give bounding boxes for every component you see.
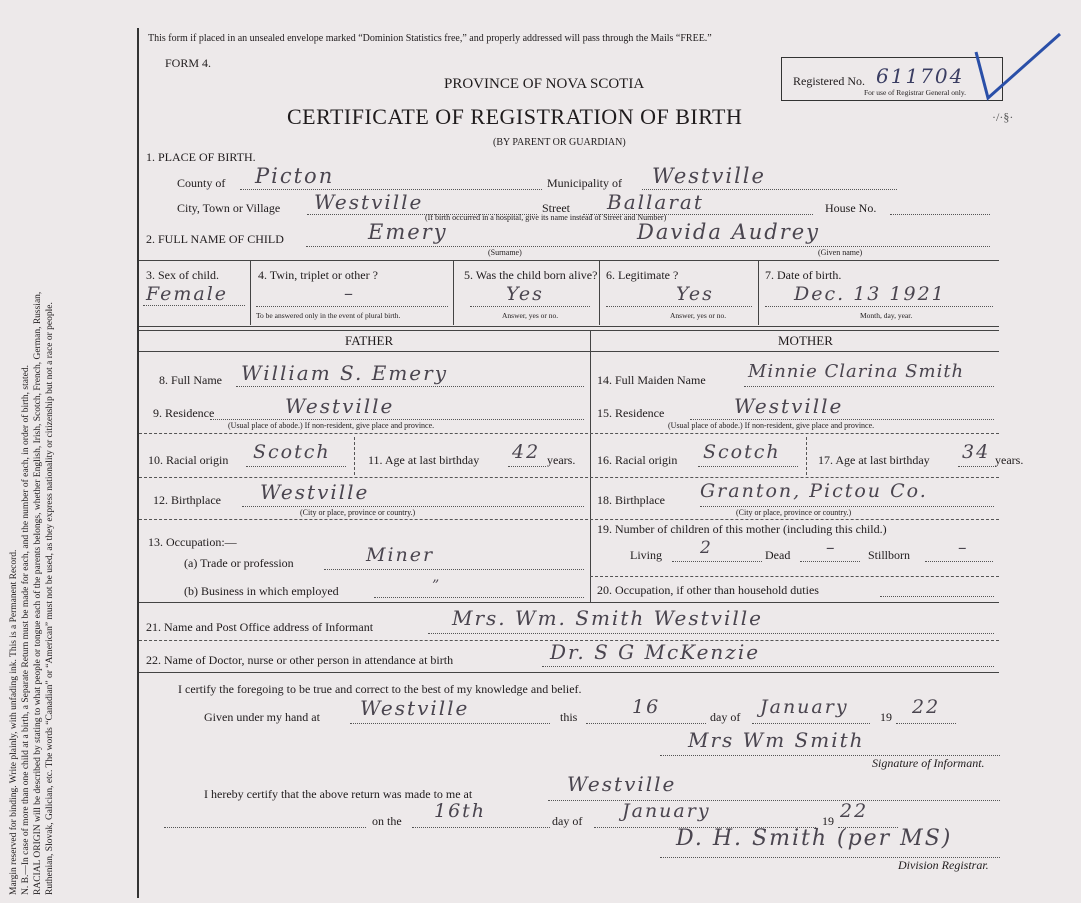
registered-label: Registered No.: [793, 74, 865, 88]
sex-label: 3. Sex of child.: [146, 268, 219, 282]
dob-note: Month, day, year.: [860, 311, 913, 320]
alive-value: Yes: [506, 283, 544, 305]
father-heading: FATHER: [345, 333, 394, 348]
binding-border: [137, 28, 139, 898]
certify-year: 22: [912, 696, 941, 718]
dead-label: Dead: [765, 548, 791, 562]
hospital-note: (If birth occurred in a hospital, give its name instead of Street and Number): [425, 213, 667, 222]
registrar-day: 16th: [434, 800, 487, 822]
father-race-value: Scotch: [253, 441, 331, 463]
informant-signature-label: Signature of Informant.: [872, 756, 985, 770]
doctor-label: 22. Name of Doctor, nurse or other person in attendance at birth: [146, 653, 454, 667]
father-name-value: William S. Emery: [241, 361, 448, 385]
father-name-label: 8. Full Name: [159, 373, 222, 387]
child-name-label: 2. FULL NAME OF CHILD: [146, 232, 284, 246]
twin-note: To be answered only in the event of plural birth.: [256, 311, 401, 320]
house-label: House No.: [825, 201, 877, 215]
child-surname: Emery: [368, 220, 448, 244]
legitimate-note: Answer, yes or no.: [670, 311, 727, 320]
father-residence-note: (Usual place of abode.) If non-resident, give place and province.: [228, 421, 435, 430]
mother-residence-value: Westville: [734, 394, 844, 418]
mother-heading: MOTHER: [778, 333, 833, 348]
surname-note: (Surname): [488, 248, 522, 257]
registrar-on-label: on the: [372, 814, 402, 828]
registrar-signature: D. H. Smith (per MS): [676, 826, 953, 851]
given-under-label: Given under my hand at: [204, 710, 320, 724]
trade-value: Miner: [366, 544, 435, 566]
registrar-month: January: [622, 800, 711, 822]
registrar-dayof-label: day of: [552, 814, 583, 828]
county-label: County of: [177, 176, 226, 190]
mother-residence-note: (Usual place of abode.) If non-resident, give place and province.: [668, 421, 875, 430]
mother-age-value: 34: [962, 441, 991, 463]
informant-label: 21. Name and Post Office address of Informant: [146, 620, 374, 634]
margin-note-2: N. B.—In case of more than one child at a birth, a Separate Return must be made for each, and the number of each, in order of birth, stated.: [21, 365, 31, 895]
informant-value: Mrs. Wm. Smith Westville: [452, 606, 763, 630]
mother-name-label: 14. Full Maiden Name: [597, 373, 706, 387]
margin-note-4: Ruthenian, Slovak, Galician, etc. The words “Canadian” or “American” must not be used, as they express nationality or citizenship but not a race or people.: [45, 302, 55, 895]
registrar-year-prefix: 19: [822, 814, 834, 828]
top-notice: This form if placed in an unsealed envelope marked “Dominion Statistics free,” and properly addressed will pass through the Mails “FREE.”: [148, 33, 712, 44]
father-residence-value: Westville: [285, 394, 395, 418]
stillborn-label: Stillborn: [868, 548, 911, 562]
street-label: Street: [542, 201, 570, 215]
business-label: (b) Business in which employed: [184, 584, 339, 598]
registrar-place: Westville: [567, 772, 677, 796]
sex-value: Female: [146, 283, 229, 305]
city-label: City, Town or Village: [177, 201, 281, 215]
city-value: Westville: [314, 190, 424, 214]
alive-label: 5. Was the child born alive?: [464, 268, 598, 282]
registrar-signature-label: Division Registrar.: [898, 858, 989, 872]
municipality-value: Westville: [652, 164, 766, 188]
mother-occupation-label: 20. Occupation, if other than household duties: [597, 583, 819, 597]
stillborn-value: –: [958, 538, 969, 558]
mother-years-label: years.: [995, 453, 1024, 467]
certify-this-label: this: [560, 710, 578, 724]
father-years-label: years.: [547, 453, 576, 467]
mother-birthplace-value: Granton, Pictou Co.: [700, 480, 928, 502]
certify-dayof-label: day of: [710, 710, 741, 724]
street-value: Ballarat: [607, 190, 704, 214]
father-race-label: 10. Racial origin: [148, 453, 229, 467]
father-residence-label: 9. Residence: [153, 406, 215, 420]
place-heading: 1. PLACE OF BIRTH.: [146, 150, 256, 164]
child-given-name: Davida Audrey: [637, 220, 821, 244]
margin-note-1: Margin reserved for binding. Write plainly, with unfading ink. This is a Permanent Record.: [9, 549, 19, 895]
registered-number: 611704: [876, 64, 965, 88]
blue-check-mark: [972, 32, 1064, 108]
living-label: Living: [630, 548, 662, 562]
alive-note: Answer, yes or no.: [502, 311, 559, 320]
form-number: FORM 4.: [165, 56, 212, 70]
legitimate-label: 6. Legitimate ?: [606, 268, 679, 282]
municipality-label: Municipality of: [547, 176, 622, 190]
certify-month: January: [760, 696, 849, 718]
registrar-text: I hereby certify that the above return was made to me at: [204, 787, 473, 801]
dob-label: 7. Date of birth.: [765, 268, 842, 282]
father-birthplace-label: 12. Birthplace: [153, 493, 221, 507]
occupation-label: 13. Occupation:—: [148, 535, 237, 549]
mother-name-value: Minnie Clarina Smith: [748, 361, 965, 382]
mother-birthplace-note: (City or place, province or country.): [736, 508, 852, 517]
children-label: 19. Number of children of this mother (including this child.): [597, 522, 887, 536]
certificate-title: CERTIFICATE OF REGISTRATION OF BIRTH: [287, 104, 743, 129]
margin-notes: [8, 0, 56, 895]
certify-text: I certify the foregoing to be true and correct to the best of my knowledge and belief.: [178, 682, 582, 696]
trade-label: (a) Trade or profession: [184, 556, 294, 570]
registered-note: For use of Registrar General only.: [864, 88, 966, 97]
legitimate-value: Yes: [676, 283, 714, 305]
living-value: 2: [700, 538, 713, 558]
mother-race-label: 16. Racial origin: [597, 453, 678, 467]
twin-label: 4. Twin, triplet or other ?: [258, 268, 378, 282]
certify-year-prefix: 19: [880, 710, 892, 724]
margin-note-3: RACIAL ORIGIN will be described by stating to what people or tongue each of the parents belongs, whether English, Irish, Scotch, French, German, Russian,: [33, 291, 43, 895]
twin-value: –: [344, 283, 355, 304]
father-age-value: 42: [512, 441, 541, 463]
father-birthplace-value: Westville: [260, 480, 370, 504]
mother-birthplace-label: 18. Birthplace: [597, 493, 665, 507]
certify-place: Westville: [360, 696, 470, 720]
mother-age-label: 17. Age at last birthday: [818, 453, 930, 467]
doctor-value: Dr. S G McKenzie: [550, 640, 761, 664]
dob-value: Dec. 13 1921: [794, 283, 946, 305]
mother-residence-label: 15. Residence: [597, 406, 665, 420]
father-birthplace-note: (City or place, province or country.): [300, 508, 416, 517]
mother-race-value: Scotch: [703, 441, 781, 463]
dead-value: –: [826, 538, 837, 558]
county-value: Picton: [255, 164, 335, 188]
certificate-subtitle: (BY PARENT OR GUARDIAN): [493, 137, 626, 148]
registrar-year: 22: [840, 800, 869, 822]
business-value: ”: [432, 578, 442, 594]
certify-day: 16: [632, 696, 661, 718]
father-age-label: 11. Age at last birthday: [368, 453, 480, 467]
informant-signature: Mrs Wm Smith: [688, 728, 865, 752]
given-note: (Given name): [818, 248, 863, 257]
stamp-mark: ·/·§·: [992, 110, 1014, 124]
province-heading: PROVINCE OF NOVA SCOTIA: [444, 76, 645, 92]
